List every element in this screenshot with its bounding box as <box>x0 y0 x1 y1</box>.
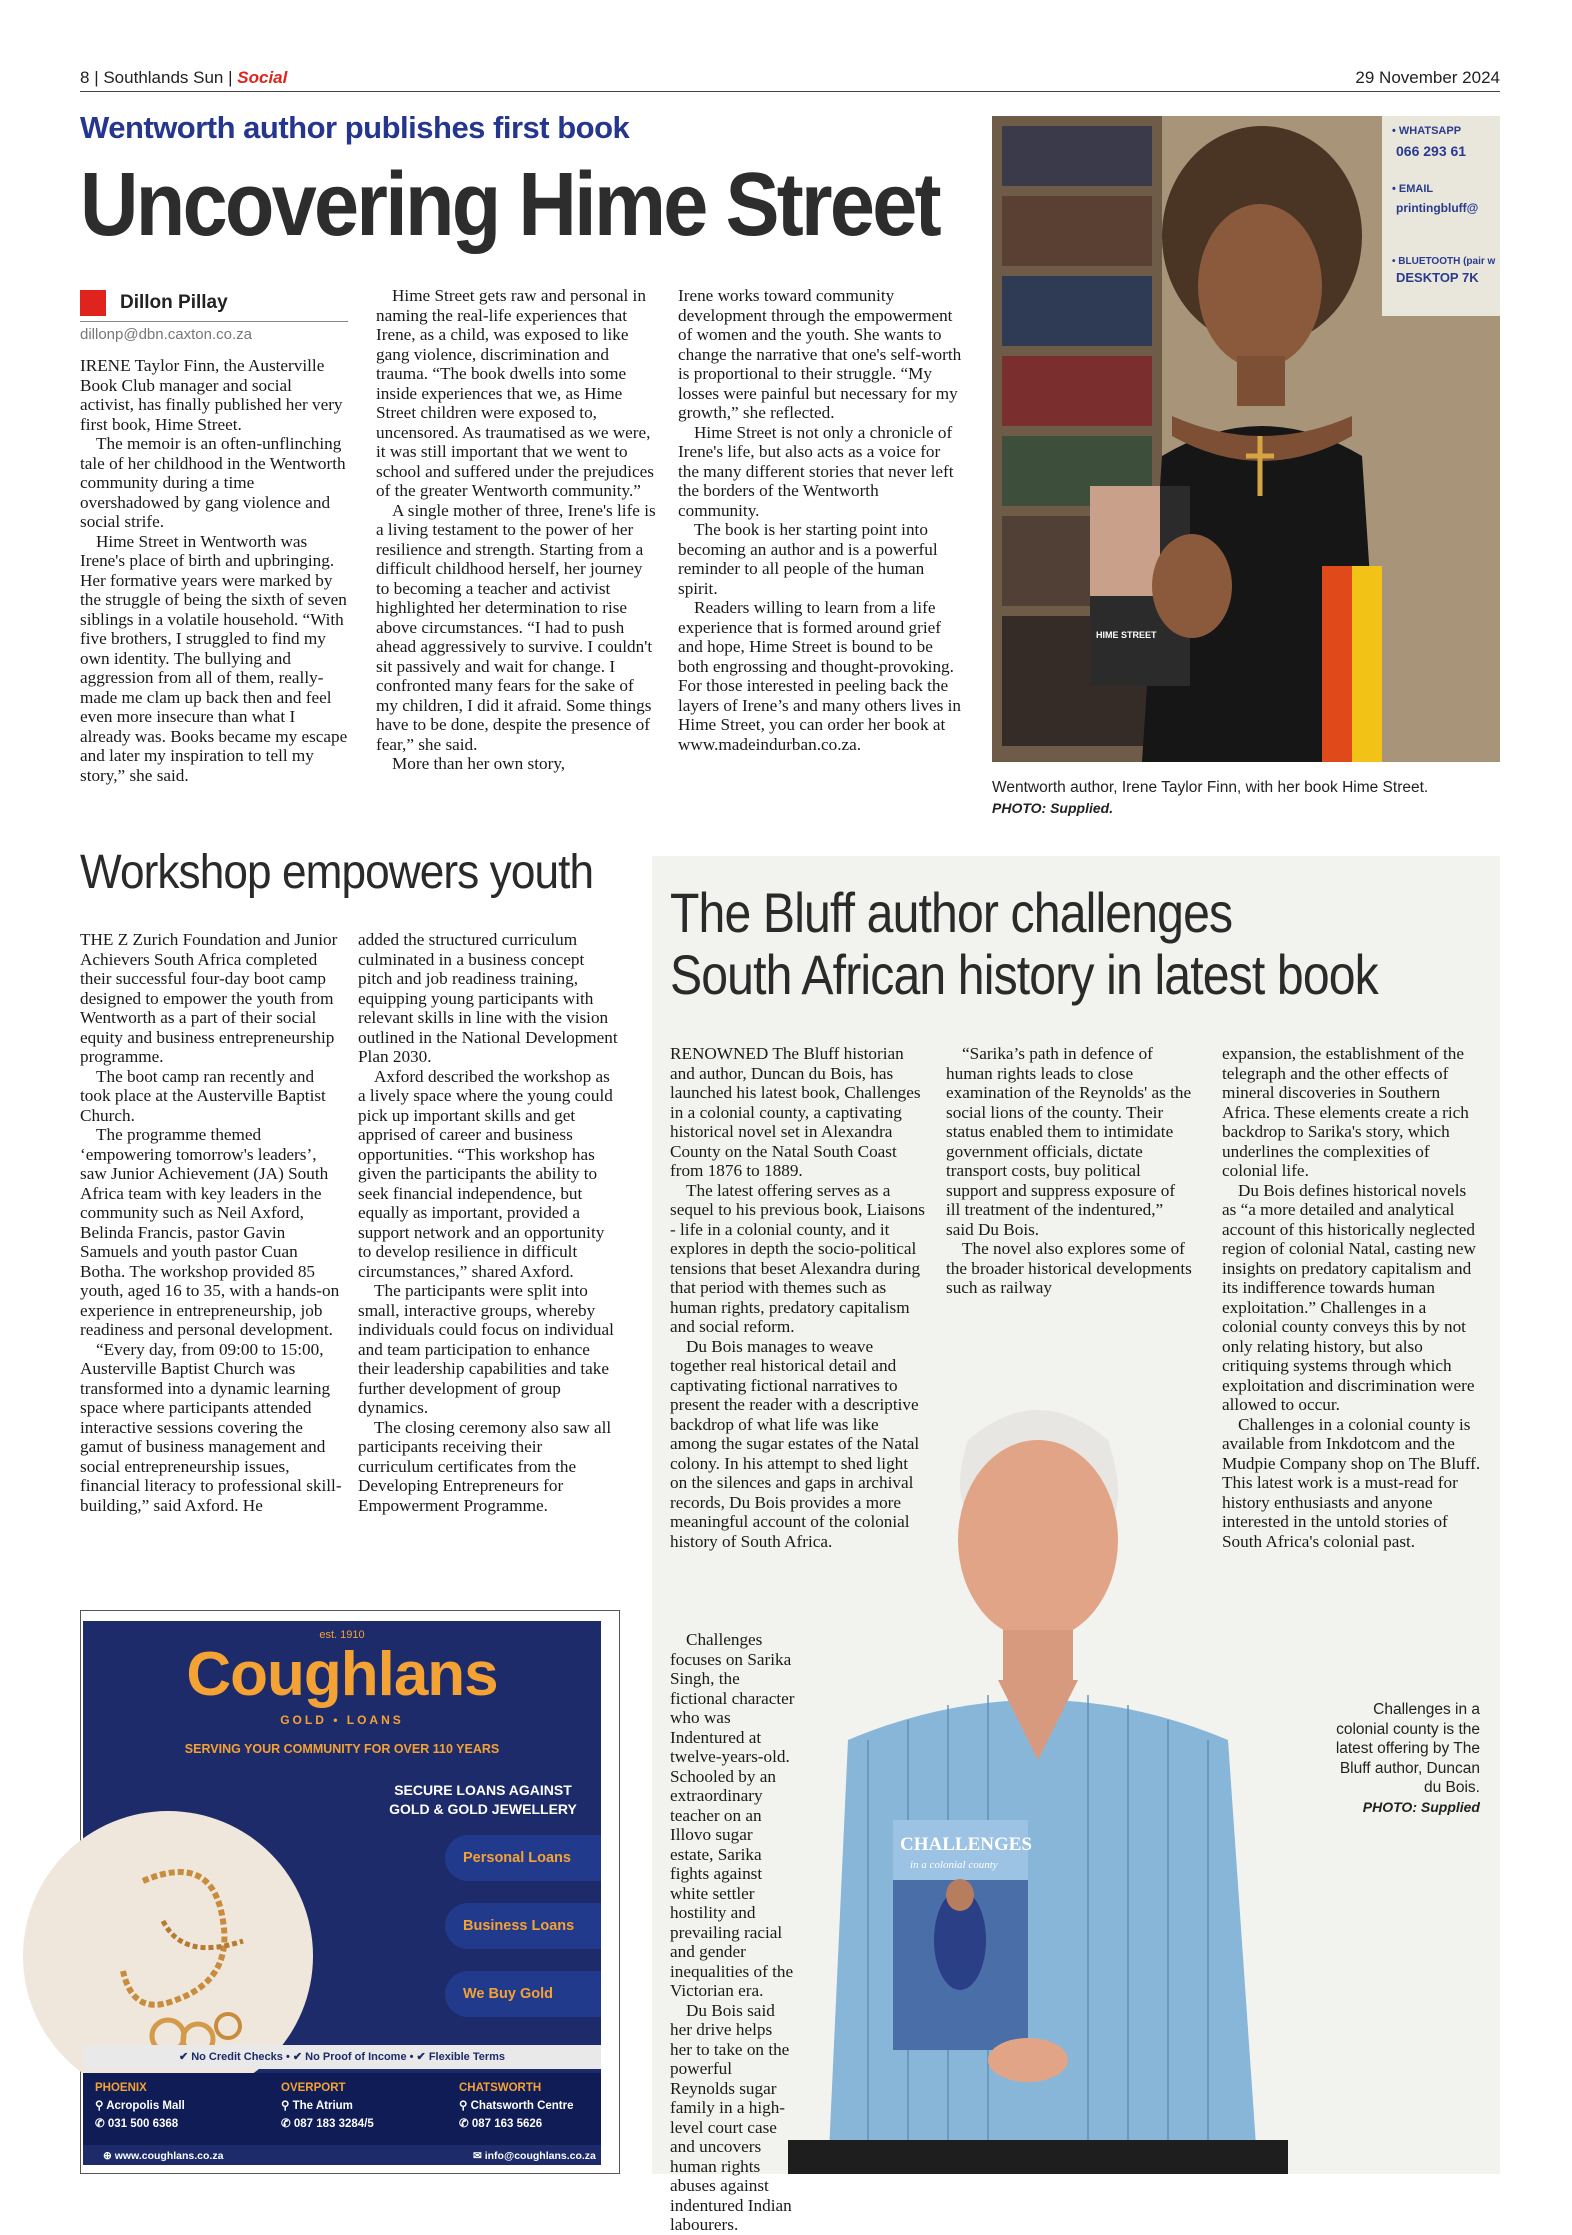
advert-tagline: GOLD • LOANS <box>280 1713 404 1727</box>
paragraph: The participants were split into small, interactive groups, whereby individuals could focus on individual and team participation to enhance their leadership capabilities and take further development of group dynamics. <box>358 1281 614 1417</box>
location-town: CHATSWORTH <box>459 2082 542 2094</box>
advert-checks: ✔ No Credit Checks • ✔ No Proof of Income • ✔ Flexible Terms <box>83 2045 601 2069</box>
paragraph: Challenges focuses on Sarika Singh, the fictional character who was Indentured at twelve-years-old. Schooled by an extraordinary teacher on an Illovo sugar estate, Sarika fights against white settler hostility and prevailing racial and gender inequalities of the Victorian era. <box>670 1630 795 2000</box>
irene-photo <box>992 116 1500 762</box>
advert-est: est. 1910 <box>319 1629 365 1641</box>
business-loans-button: Business Loans <box>445 1903 601 1949</box>
paragraph: Du Bois manages to weave together real historical detail and captivating fictional narratives to present the reader with a descriptive backdrop of what life was like among the sugar estates of the Natal colony. In his attempt to shed light on the silences and gaps in archival records, Du Bois provides a more meaningful account of the colonial history of South Africa. <box>670 1336 920 1551</box>
paragraph: Readers willing to learn from a life experience that is formed around grief and hope, Hime Street is bound to be both engrossing and thought-provoking. For those interested in peeling back the layers of Irene’s and many others lives in Hime Street, you can order her book at www.madeindurban.co.za. <box>678 598 962 754</box>
paragraph: Irene works toward community development through the empowerment of women and the youth. She wants to change the narrative that one's self-worth is proportional to their struggle. “My losses were painful but necessary for my growth,” she reflected. <box>678 286 962 422</box>
publication-name: Southlands Sun <box>103 68 224 87</box>
advert-locations <box>83 2073 601 2145</box>
advert-serving: SERVING YOUR COMMUNITY FOR OVER 110 YEARS <box>184 1742 500 1756</box>
phone-icon: ✆ <box>459 2118 472 2130</box>
sign-line: • BLUETOOTH (pair w <box>1392 256 1496 267</box>
section-name: Social <box>237 68 288 87</box>
sign-line: • WHATSAPP <box>1392 125 1462 137</box>
advert-panel <box>83 1621 601 2165</box>
location-town: OVERPORT <box>281 2082 346 2094</box>
paragraph: Hime Street in Wentworth was Irene's place of birth and upbringing. Her formative years were marked by the struggle of being the sixth of seven siblings in a volatile household. “With five brothers, I struggled to find my own identity. The bullying and aggression from all of them, really-made me clam up back then and feel even more insecure than what I already was. Books became my escape and later my inspiration to tell my story,” she said. <box>80 531 348 785</box>
photo-credit: PHOTO: Supplied <box>1362 1798 1480 1815</box>
paragraph: THE Z Zurich Foundation and Junior Achievers South Africa completed their successful four-day boot camp designed to empower the youth from Wentworth as a part of their social equity and business entrepreneurship programme. <box>80 930 338 1066</box>
paragraph: The programme themed ‘empowering tomorrow's leaders’, saw Junior Achievement (JA) South Africa team with key leaders in the community such as Neil Axford, Belinda Francis, pastor Gavin Samuels and youth pastor Cuan Botha. The workshop provided 85 youth, aged 16 to 35, with a hands-on experience in entrepreneurship, job readiness and personal development. <box>80 1125 340 1339</box>
paragraph: Du Bois said her drive helps her to take on the powerful Reynolds sugar family in a high-level court case and uncovers human rights abuses against indentured Indian labourers. <box>670 2000 792 2234</box>
paragraph: The closing ceremony also saw all participants receiving their curriculum certificates from the Developing Entrepreneurs for Empowerment Programme. <box>358 1417 612 1515</box>
story1-col1 <box>80 356 348 785</box>
byline-marker <box>80 290 106 316</box>
paragraph: “Sarika’s path in defence of human rights leads to close examination of the Reynolds' as the social lions of the county. Their status enabled them to intimidate government officials, dictate transport costs, buy political support and suppress exposure of ill treatment of the indentured,” said Du Bois. <box>946 1044 1192 1239</box>
paragraph: Axford described the workshop as a lively space where the young could pick up important skills and get apprised of career and business opportunities. “This workshop has given the participants the ability to seek financial independence, but equally as important, provided a support network and an opportunity to develop resilience in difficult circumstances,” shared Axford. <box>358 1066 613 1281</box>
advert-website: www.coughlans.co.za <box>114 2150 224 2162</box>
location-place: Chatsworth Centre <box>470 2100 574 2112</box>
personal-loans-button: Personal Loans <box>445 1835 601 1881</box>
story1-caption <box>992 778 1500 818</box>
story3-col2 <box>946 1044 1192 1298</box>
caption-text: Wentworth author, Irene Taylor Finn, with her book Hime Street. <box>992 779 1429 796</box>
author-email: dillonp@dbn.caxton.co.za <box>80 326 253 343</box>
paragraph: “Every day, from 09:00 to 15:00, Austerville Baptist Church was transformed into a dynamic learning space where participants attended interactive sessions covering the gamut of business management and social entrepreneurship issues, financial literacy to professional skill-building,” said Axford. He <box>80 1339 342 1515</box>
irene-photo-illustration <box>992 116 1500 762</box>
story3-headline <box>670 882 1378 1006</box>
we-buy-gold-button: We Buy Gold <box>445 1971 601 2017</box>
coughlans-logo: Coughlans <box>186 1640 498 1709</box>
book-title: CHALLENGES <box>900 1834 1032 1855</box>
coughlans-advert <box>80 1610 620 2174</box>
sign-line: printingbluff@ <box>1396 201 1479 215</box>
paragraph: The boot camp ran recently and took place at the Austerville Baptist Church. <box>80 1066 326 1125</box>
issue-date: 29 November 2024 <box>1355 68 1500 87</box>
paragraph: The memoir is an often-unflinching tale of her childhood in the Wentworth community during a time overshadowed by gang violence and social strife. <box>80 434 346 531</box>
sign-line: • EMAIL <box>1392 183 1434 195</box>
story3-col1-narrow <box>670 1630 798 2235</box>
paragraph: Hime Street is not only a chronicle of Irene's life, but also acts as a voice for the many different stories that never left the borders of the Wentworth community. <box>678 422 954 520</box>
headline-line: The Bluff author challenges <box>670 881 1233 944</box>
story1-col2 <box>376 286 658 774</box>
caption-text: Challenges in a colonial county is the latest offering by The Bluff author, Duncan du Bois. <box>1335 1701 1480 1796</box>
paragraph: expansion, the establishment of the telegraph and the other effects of mineral discoveries in Southern Africa. These elements create a rich backdrop to Sarika's story, which underlines the complexities of colonial life. <box>1222 1044 1469 1180</box>
story2-col2 <box>358 930 620 1515</box>
paragraph: added the structured curriculum culminated in a business concept pitch and job readiness training, equipping young participants with relevant skills in line with the vision outlined in the National Development Plan 2030. <box>358 930 618 1066</box>
book-title: HIME STREET <box>1096 630 1157 640</box>
photo-credit: PHOTO: Supplied. <box>992 800 1114 816</box>
advert-secure: SECURE LOANS AGAINST GOLD & GOLD JEWELLERY <box>389 1782 577 1817</box>
paragraph: IRENE Taylor Finn, the Austerville Book Club manager and social activist, has finally published her very first book, Hime Street. <box>80 356 343 434</box>
story1-headline: Uncovering Hime Street <box>80 155 939 255</box>
story1-col3 <box>678 286 962 754</box>
story3-caption <box>1330 1700 1480 1817</box>
paragraph: The latest offering serves as a sequel to his previous book, Liaisons - life in a colonial county, and it explores in depth the socio-political tensions that beset Alexandra during that period with themes such as human rights, predatory capitalism and social reform. <box>670 1180 925 1336</box>
story2-headline: Workshop empowers youth <box>80 846 594 899</box>
book-subtitle: in a colonial county <box>910 1859 998 1871</box>
paragraph: RENOWNED The Bluff historian and author, Duncan du Bois, has launched his latest book, Challenges in a colonial county, a captivating historical novel set in Alexandra County on the Natal South Coast from 1876 to 1889. <box>670 1044 921 1180</box>
sign-line: 066 293 61 <box>1396 143 1467 159</box>
location-phoenix <box>95 2079 185 2133</box>
paragraph: Du Bois defines historical novels as “a more detailed and analytical account of this historically neglected region of colonial Natal, casting new insights on predatory capitalism and its indifference towards human exploitation.” Challenges in a colonial county conveys this by not only relating history, but also critiquing systems through which exploitation and discrimination were allowed to occur. <box>1222 1180 1476 1414</box>
mail-icon: ✉ <box>473 2150 485 2162</box>
globe-icon: ⊕ <box>103 2150 115 2162</box>
duncan-photo-illustration <box>788 1360 1288 2174</box>
paragraph: A single mother of three, Irene's life is a living testament to the power of her resilience and strength. Starting from a difficult childhood herself, her journey to becoming a teacher and activist highlighted her determination to rise above circumstances. “I had to push ahead aggressively to survive. I couldn't sit passively and wait for change. I confronted many fears for the sake of my children, I did it afraid. Some things have to be done, despite the presence of fear,” she said. <box>376 500 656 754</box>
location-chatsworth <box>459 2079 574 2133</box>
sign-line: DESKTOP 7K <box>1396 270 1479 285</box>
advert-email: info@coughlans.co.za <box>484 2150 596 2162</box>
phone-icon: ✆ <box>281 2118 294 2130</box>
location-phone: 031 500 6368 <box>107 2118 179 2130</box>
page-header: 8 | Southlands Sun | Social 29 November 2024 <box>80 68 1500 92</box>
location-town: PHOENIX <box>95 2082 147 2094</box>
location-phone: 087 183 3284/5 <box>293 2118 374 2130</box>
paragraph: Challenges in a colonial county is available from Inkdotcom and the Mudpie Company shop on The Bluff. This latest work is a must-read for history enthusiasts and anyone interested in the untold stories of South Africa's colonial past. <box>1222 1414 1481 1551</box>
author-name: Dillon Pillay <box>120 292 228 313</box>
location-place: Acropolis Mall <box>106 2100 185 2112</box>
phone-icon: ✆ <box>95 2118 108 2130</box>
advert-footer <box>83 2147 601 2165</box>
pin-icon: ⚲ <box>281 2100 293 2112</box>
pin-icon: ⚲ <box>459 2100 471 2112</box>
paragraph: More than her own story, <box>392 754 566 773</box>
pin-icon: ⚲ <box>95 2100 107 2112</box>
byline <box>80 288 348 322</box>
duncan-photo <box>788 1360 1288 2174</box>
paragraph: The book is her starting point into becoming an author and is a powerful reminder to all people of the human spirit. <box>678 520 938 598</box>
paragraph: The novel also explores some of the broader historical developments such as railway <box>946 1239 1192 1297</box>
story2-col1 <box>80 930 342 1515</box>
location-phone: 087 163 5626 <box>471 2118 543 2130</box>
location-overport <box>281 2079 374 2133</box>
paragraph: Hime Street gets raw and personal in naming the real-life experiences that Irene, as a child, was exposed to like gang violence, discrimination and trauma. “The book dwells into some inside experiences that we, as Hime Street children were exposed to, uncensored. As traumatised as we were, it was still important that we went to school and suffered under the prejudices of the greater Wentworth community.” <box>376 286 654 500</box>
headline-line: South African history in latest book <box>670 943 1378 1006</box>
location-place: The Atrium <box>292 2100 353 2112</box>
story1-kicker: Wentworth author publishes first book <box>80 110 630 145</box>
page-number: 8 <box>80 68 90 87</box>
